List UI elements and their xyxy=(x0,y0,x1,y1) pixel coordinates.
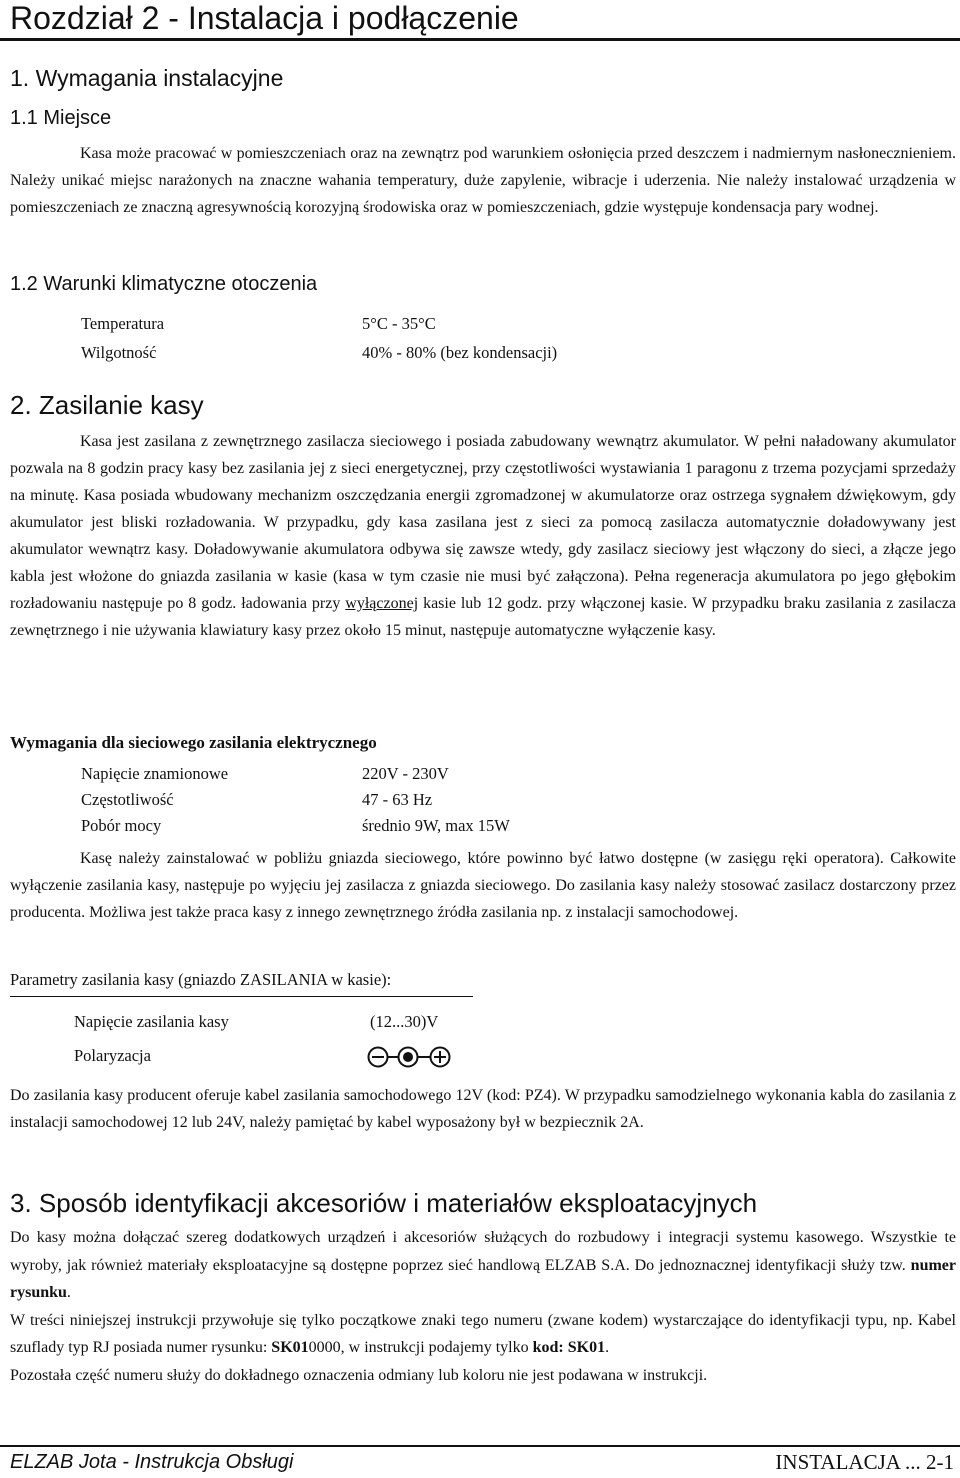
req-value-voltage: 220V - 230V xyxy=(362,764,449,783)
paragraph-text: Do zasilania kasy producent oferuje kabel zasilania samochodowego 12V (kod: PZ4). W przypadku samodzielnego wykonania kabla do zasilania z instalacji samochodowej 12 lub 24V, należy pamiętać by kabel wyposażony był w bezpiecznik 2A. xyxy=(10,1087,956,1131)
section-1-1-paragraph xyxy=(10,140,956,221)
bold-code: SK01 xyxy=(271,1339,309,1356)
param-value-supply-voltage: (12...30)V xyxy=(370,1012,439,1031)
footer-right: INSTALACJA ... 2-1 xyxy=(775,1450,954,1474)
section-3-body: Do kasy można dołączać szereg dodatkowych urządzeń i akcesoriów służących do rozbudowy i integracji systemu kasowego. Wszystkie te wyroby, jak również materiały eksploatacyjne są dostępne poprzez sieć handlową ELZAB S.A. Do jednoznacznej identyfikacji służy tzw. numer rysunku. W treści niniejszej instrukcji przywołuje się tylko początkowe znaki tego numeru (zwane kodem) wystarczające do identyfikacji typu, np. Kabel szuflady typ RJ posiada numer rysunku: SK010000, w instrukcji podajemy tylko kod: SK01. Pozostała część numeru służy do dokładnego oznaczenia odmiany lub koloru nie jest podawana w instrukcji. xyxy=(10,1224,956,1389)
section-2-title: 2. Zasilanie kasy xyxy=(10,390,204,420)
paragraph-text: Kasa może pracować w pomieszczeniach oraz na zewnątrz pod warunkiem osłonięcia przed deszczem i nadmiernym nasłonecznieniem. Należy unikać miejsc narażonych na znaczne wahania temperatury, duże zapylenie, wibracje i uderzenia. Nie należy instalować urządzenia w pomieszczeniach ze znaczną agresywnością korozyjną środowiska oraz w pomieszczeniach, gdzie występuje kondensacja pary wodnej. xyxy=(10,145,956,216)
req-value-power: średnio 9W, max 15W xyxy=(362,816,510,835)
param-label-polarity: Polaryzacja xyxy=(74,1046,151,1065)
paragraph-text: Do kasy można dołączać szereg dodatkowych urządzeń i akcesoriów służących do rozbudowy i integracji systemu kasowego. Wszystkie te wyroby, jak również materiały eksploatacyjne są dostępne poprzez sieć handlową ELZAB S.A. Do jednoznacznej identyfikacji służy tzw. xyxy=(10,1229,956,1274)
power-requirements-title: Wymagania dla sieciowego zasilania elektrycznego xyxy=(10,733,377,752)
footer-rule xyxy=(0,1445,960,1447)
paragraph-text: W treści niniejszej instrukcji przywołuje się tylko początkowe znaki tego numeru (zwane kodem) wystarczające do identyfikacji typu, np. Kabel szuflady typ RJ posiada numer rysunku: xyxy=(10,1311,956,1356)
paragraph-text-last: Pozostała część numeru służy do dokładnego oznaczenia odmiany lub koloru nie jest podawana w instrukcji. xyxy=(10,1366,708,1384)
footer-left: ELZAB Jota - Instrukcja Obsługi xyxy=(10,1451,294,1473)
chapter-title: Rozdział 2 - Instalacja i podłączenie xyxy=(10,0,519,36)
climate-label-humidity: Wilgotność xyxy=(81,343,157,362)
section-1-1-title: 1.1 Miejsce xyxy=(10,107,112,129)
section-3-title: 3. Sposób identyfikacji akcesoriów i materiałów eksploatacyjnych xyxy=(10,1188,758,1218)
power-params-title: Parametry zasilania kasy (gniazdo ZASILANIA w kasie): xyxy=(10,970,392,989)
section-2-paragraph-b xyxy=(10,845,956,926)
polarity-symbol-icon xyxy=(366,1045,456,1069)
climate-value-temperature: 5°C - 35°C xyxy=(362,314,436,333)
section-1-2-title: 1.2 Warunki klimatyczne otoczenia xyxy=(10,273,318,295)
underlined-word: wyłączonej xyxy=(345,595,419,612)
paragraph-text: Kasa jest zasilana z zewnętrznego zasilacza sieciowego i posiada zabudowany wewnątrz akumulator. W pełni naładowany akumulator pozwala na 8 godzin pracy kasy bez zasilania jej z sieci energetycznej, przy częstotliwości wystawiania 1 paragonu z trzema pozycjami sprzedaży na minutę. Kasa posiada wbudowany mechanizm oszczędzania energii zgromadzonej w akumulatorze oraz ostrzega sygnałem dźwiękowym, gdy akumulator jest bliski rozładowania. W przypadku, gdy kasa zasilana jest z sieci za pomocą zasilacza automatycznie doładowywany jest akumulator wewnątrz kasy. Doładowywanie akumulatora odbywa się zawsze wtedy, gdy zasilacz sieciowy jest włączony do sieci, a złącze jego kabla jest włożone do gniazda zasilania w kasie (kasa w tym czasie nie musi być załączona). Pełna regeneracja akumulatora po jego głębokim rozładowaniu następuje po 8 godz. ładowania przy xyxy=(10,433,956,612)
divider-line xyxy=(10,996,473,997)
req-value-frequency: 47 - 63 Hz xyxy=(362,790,433,809)
section-2-paragraph-a xyxy=(10,428,956,644)
bold-term: numer rysunku xyxy=(10,1256,956,1301)
req-label-frequency: Częstotliwość xyxy=(81,790,174,809)
top-rule xyxy=(0,38,960,41)
paragraph-text-end: kasie lub 12 godz. przy włączonej kasie. W przypadku braku zasilania z zasilacza zewnętrznego i nie używania klawiatury kasy przez około 15 minut, następuje automatyczne wyłączenie kasy. xyxy=(10,595,957,639)
param-label-supply-voltage: Napięcie zasilania kasy xyxy=(74,1012,229,1031)
climate-value-humidity: 40% - 80% (bez kondensacji) xyxy=(362,343,558,362)
paragraph-text: Kasę należy zainstalować w pobliżu gniazda sieciowego, które powinno być łatwo dostępne (w zasięgu ręki operatora). Całkowite wyłączenie zasilania kasy, następuje po wyjęciu jej zasilacza z gniazda sieciowego. Do zasilania kasy należy stosować zasilacz dostarczony przez producenta. Możliwa jest także praca kasy z innego zewnętrznego źródła zasilania np. z instalacji samochodowej. xyxy=(10,850,956,921)
bold-code-short: kod: SK01 xyxy=(532,1339,606,1356)
section-2-paragraph-c xyxy=(10,1082,956,1136)
section-1-title: 1. Wymagania instalacyjne xyxy=(10,65,284,91)
req-label-voltage: Napięcie znamionowe xyxy=(81,764,229,783)
req-label-power: Pobór mocy xyxy=(81,816,162,835)
climate-label-temperature: Temperatura xyxy=(81,314,165,333)
